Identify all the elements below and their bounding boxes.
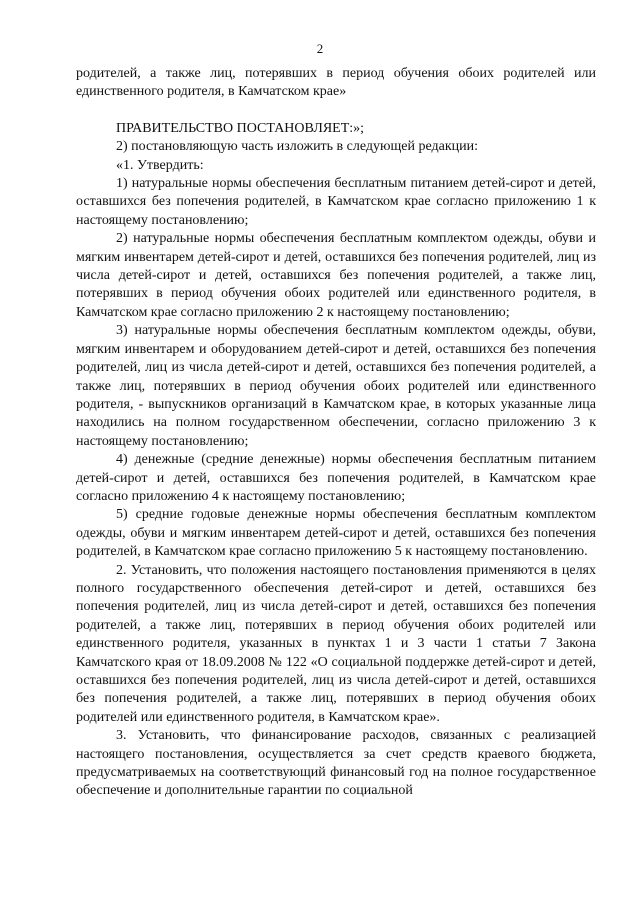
paragraph-section-3: 3. Установить, что финансирование расходов, связанных с реализацией настоящего постановления, осуществляется за счет средств краевого бюджета, предусматриваемых на соответствующий финансовый год на полное государственное обеспечение и дополнительные гарантии по социальной [76,728,596,799]
paragraph-continuation: родителей, а также лиц, потерявших в период обучения обоих родителей или единственного родителя, в Камчатском крае» [76,66,596,100]
paragraph-approve: «1. Утвердить: [116,157,204,173]
paragraph-norm-1: 1) натуральные нормы обеспечения бесплатным питанием детей-сирот и детей, оставшихся без попечения родителей, в Камчатском крае согласно приложению 1 к настоящему постановлению; [76,176,596,228]
paragraph-item-2: 2) постановляющую часть изложить в следующей редакции: [116,139,479,155]
paragraph-norm-4: 4) денежные (средние денежные) нормы обеспечения бесплатным питанием детей-сирот и детей, оставшихся без попечения родителей, в Камчатском крае согласно приложению 4 к настоящему постановлению; [76,452,596,504]
paragraph-norm-5: 5) средние годовые денежные нормы обеспечения бесплатным комплектом одежды, обуви и мягким инвентарем детей-сирот и детей, оставшихся без попечения родителей, в Камчатском крае согласно приложению 5 к настоящему постановлению. [76,507,596,560]
document-body [76,65,596,801]
paragraph-resolution-heading: ПРАВИТЕЛЬСТВО ПОСТАНОВЛЯЕТ:»; [116,120,365,136]
page-number: 2 [316,41,324,56]
paragraph-norm-2: 2) натуральные нормы обеспечения бесплатным комплектом одежды, обуви и мягким инвентарем детей-сирот и детей, оставшихся без попечения родителей, лиц из числа детей-сирот и детей, оставшихся без попечения родителей, а также лиц, потерявших в период обучения обоих родителей или единственного родителя, в Камчатском крае согласно приложению 2 к настоящему постановлению; [76,231,596,320]
paragraph-section-2: 2. Установить, что положения настоящего постановления применяются в целях полного государственного обеспечения детей-сирот и детей, оставшихся без попечения родителей, лиц из числа детей-сирот и детей, оставшихся без попечения родителей, а также лиц, потерявших в период обучения обоих родителей или единственного родителя, указанных в пунктах 1 и 3 части 1 статьи 7 Закона Камчатского края от 18.09.2008 № 122 «О социальной поддержке детей-сирот и детей, оставшихся без попечения родителей, лиц из числа детей-сирот и детей, оставшихся без попечения родителей, а также лиц, потерявших в период обучения обоих родителей или единственного родителя, в Камчатском крае». [76,562,596,725]
paragraph-norm-3: 3) натуральные нормы обеспечения бесплатным комплектом одежды, обуви, мягким инвентарем и оборудованием детей-сирот и детей, оставшихся без попечения родителей, лиц из числа детей-сирот и детей, оставшихся без попечения родителей, а также лиц, потерявших в период обучения обоих родителей или единственного родителя, - выпускников организаций в Камчатском крае, в которых указанные лица находились на полном государственном обеспечении, согласно приложению 3 к настоящему постановлению; [76,323,596,449]
